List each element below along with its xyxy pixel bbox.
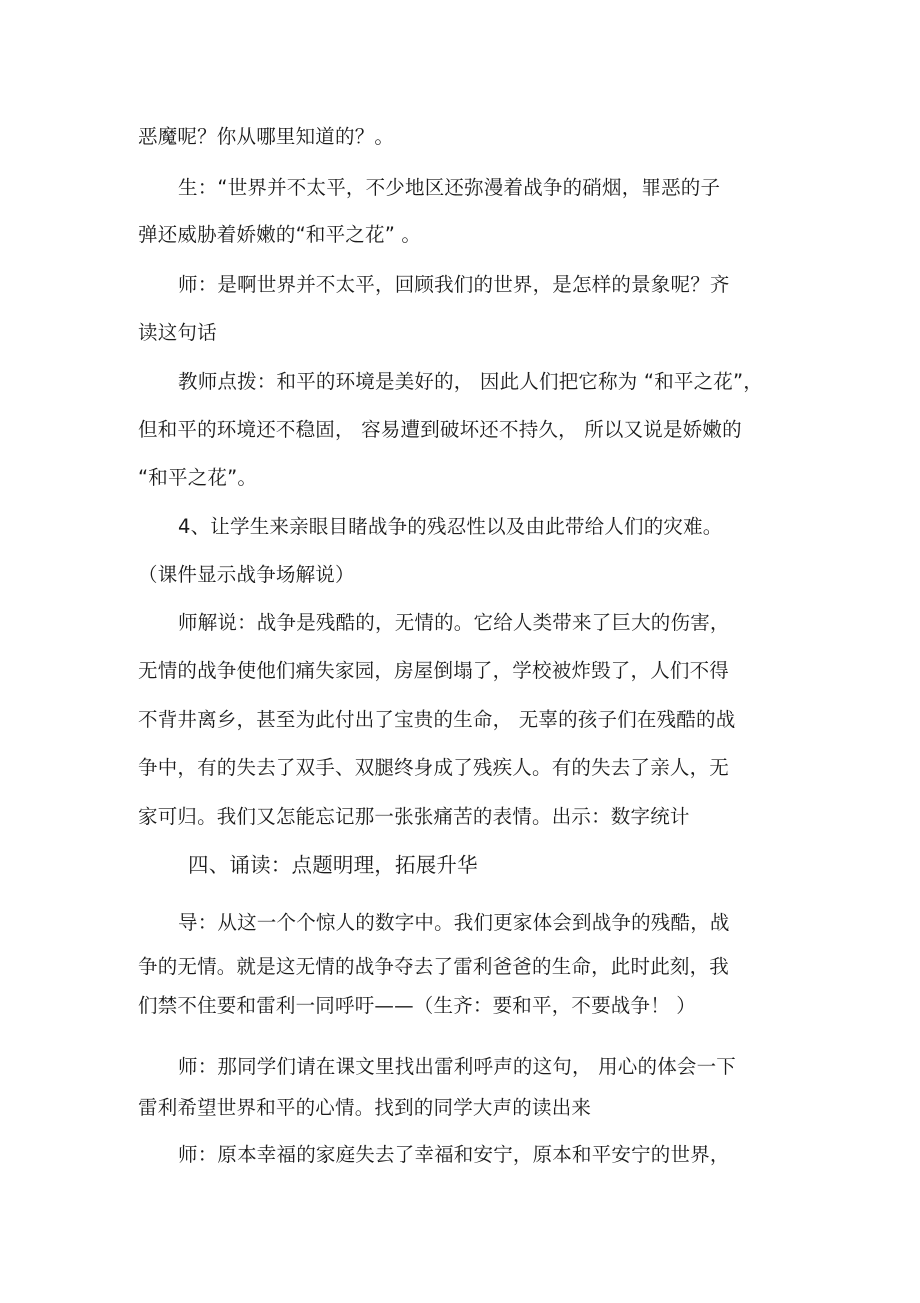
text-line: 生：“世界并不太平，不少地区还弥漫着战争的硝烟，罪恶的子 xyxy=(178,176,721,199)
section-heading: 四、诵读：点题明理，拓展升华 xyxy=(188,853,478,877)
text-line: 读这句话 xyxy=(138,321,217,344)
text-line: 师：原本幸福的家庭失去了幸福和安宁，原本和平安宁的世界， xyxy=(178,1143,730,1166)
text-line: 师解说：战争是残酷的，无情的。它给人类带来了巨大的伤害， xyxy=(178,611,730,634)
text-line: 家可归。我们又怎能忘记那一张张痛苦的表情。出示：数字统计 xyxy=(138,805,690,828)
text-line: 争中，有的失去了双手、双腿终身成了残疾人。有的失去了亲人，无 xyxy=(138,756,730,779)
text-line: （课件显示战争场解说） xyxy=(138,563,355,586)
text-line: 无情的战争使他们痛失家园，房屋倒塌了，学校被炸毁了，人们不得 xyxy=(138,659,730,682)
text-line: 师：是啊世界并不太平，回顾我们的世界，是怎样的景象呢？齐 xyxy=(178,273,730,296)
text-line: 教师点拨：和平的环境是美好的， 因此人们把它称为 “和平之花”， xyxy=(178,370,764,393)
text-line: “和平之花”。 xyxy=(138,466,258,489)
text-line: 不背井离乡，甚至为此付出了宝贵的生命， 无辜的孩子们在残酷的战 xyxy=(138,708,736,731)
text-line: 师：那同学们请在课文里找出雷利呼声的这句， 用心的体会一下 xyxy=(178,1055,736,1078)
text-line: 争的无情。就是这无情的战争夺去了雷利爸爸的生命，此时此刻，我 xyxy=(138,955,730,978)
text-line: 们禁不住要和雷利一同呼吁——（生齐：要和平，不要战争！ ） xyxy=(138,994,696,1017)
text-line: 但和平的环境还不稳固， 容易遭到破坏还不持久， 所以又说是娇嫩的 xyxy=(138,418,742,441)
text-line: 恶魔呢？你从哪里知道的？。 xyxy=(138,125,395,148)
text-line: 弹还威胁着娇嫩的“和平之花” 。 xyxy=(138,223,422,246)
text-line: 4、让学生来亲眼目睹战争的残忍性以及由此带给人们的灾难。 xyxy=(178,515,723,538)
text-line: 雷利希望世界和平的心情。找到的同学大声的读出来 xyxy=(138,1096,592,1119)
text-line: 导：从这一个个惊人的数字中。我们更家体会到战争的残酷，战 xyxy=(178,911,730,934)
